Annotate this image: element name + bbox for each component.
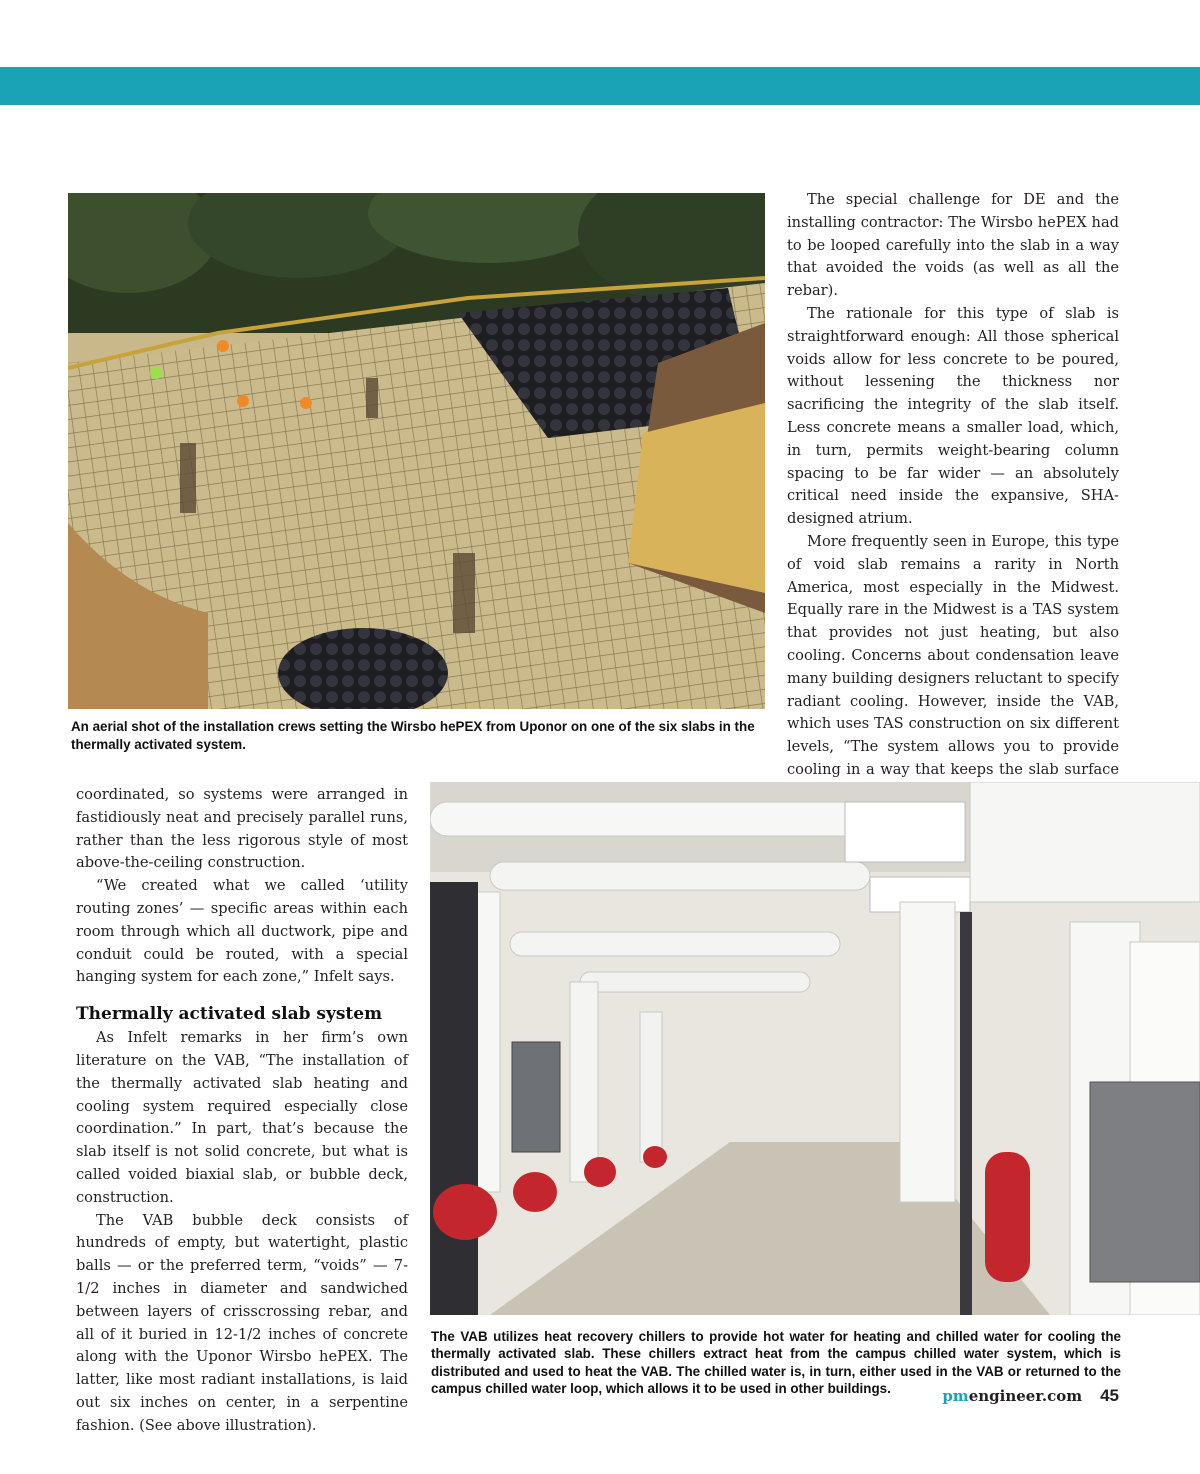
header-color-band (0, 67, 1200, 105)
right-text-column (787, 189, 1119, 827)
mechanical-room-photo (430, 782, 1200, 1315)
body-paragraph: The special challenge for DE and the installing contractor: The Wirsbo hePEX had to be looped carefully into the slab in a way that avoided the voids (as well as all the rebar). (787, 191, 1119, 300)
section-heading: Thermally activated slab system (76, 1004, 383, 1025)
page-number: 45 (1100, 1386, 1119, 1405)
site-url (942, 1387, 1082, 1405)
mechanical-photo-caption: The VAB utilizes heat recovery chillers to provide hot water for heating and chilled water for cooling the thermally activated slab. These chillers extract heat from the campus chilled water system, which is distributed and used to heat the VAB. The chilled water is, in turn, either used in the VAB or returned to the campus chilled water loop, which allows it to be used in other buildings. (431, 1329, 1121, 1397)
body-paragraph: As Infelt remarks in her firm’s own literature on the VAB, “The installation of the thermally activated slab heating and cooling system required especially close coordination.” In part, that’s because the slab itself is not solid concrete, but what is called voided biaxial slab, or bubble deck, construction. (76, 1029, 408, 1206)
body-paragraph: coordinated, so systems were arranged in fastidiously neat and precisely parallel runs, rather than the less rigorous style of most above-the-ceiling construction. (76, 786, 408, 872)
site-prefix: pm (942, 1387, 969, 1405)
page-footer (942, 1386, 1119, 1406)
body-paragraph: More frequently seen in Europe, this type of void slab remains a rarity in North America, most especially in the Midwest. Equally rare in the Midwest is a TAS system that provides not just heating, but also cooling. Concerns about condensation leave many building designers reluctant to specify radiant cooling. However, inside the VAB, which uses TAS construction on six different levels, “The system allows you to provide cooling in a way that keeps the slab surface (787, 532, 1119, 778)
slab-photo-caption: An aerial shot of the installation crews setting the Wirsbo hePEX from Uponor on one of the six slabs in the thermally activated system. (71, 719, 755, 752)
site-name: engineer.com (968, 1387, 1083, 1405)
body-paragraph: The rationale for this type of slab is straightforward enough: All those spherical voids allow for less concrete to be poured, without lessening the thickness nor sacrificing the integrity of the slab itself. Less concrete means a smaller load, which, in turn, permits weight-bearing column spacing to be far wider — an absolutely critical need inside the expansive, SHA-designed atrium. (787, 304, 1119, 528)
body-paragraph: “We created what we called ‘utility routing zones’ — specific areas within each room through which all ductwork, pipe and conduit could be routed, with a special hanging system for each zone,” Infelt says. (76, 877, 408, 986)
slab-construction-photo (68, 193, 765, 709)
left-text-column (76, 784, 408, 1438)
body-paragraph: The VAB bubble deck consists of hundreds of empty, but watertight, plastic balls — or the preferred term, “voids” — 7-1/2 inches in diameter and sandwiched between layers of crisscrossing rebar, and all of it buried in 12-1/2 inches of concrete along with the Uponor Wirsbo hePEX. The latter, like most radiant installations, is laid out six inches on center, in a serpentine fashion. (See above illustration). (76, 1211, 408, 1434)
